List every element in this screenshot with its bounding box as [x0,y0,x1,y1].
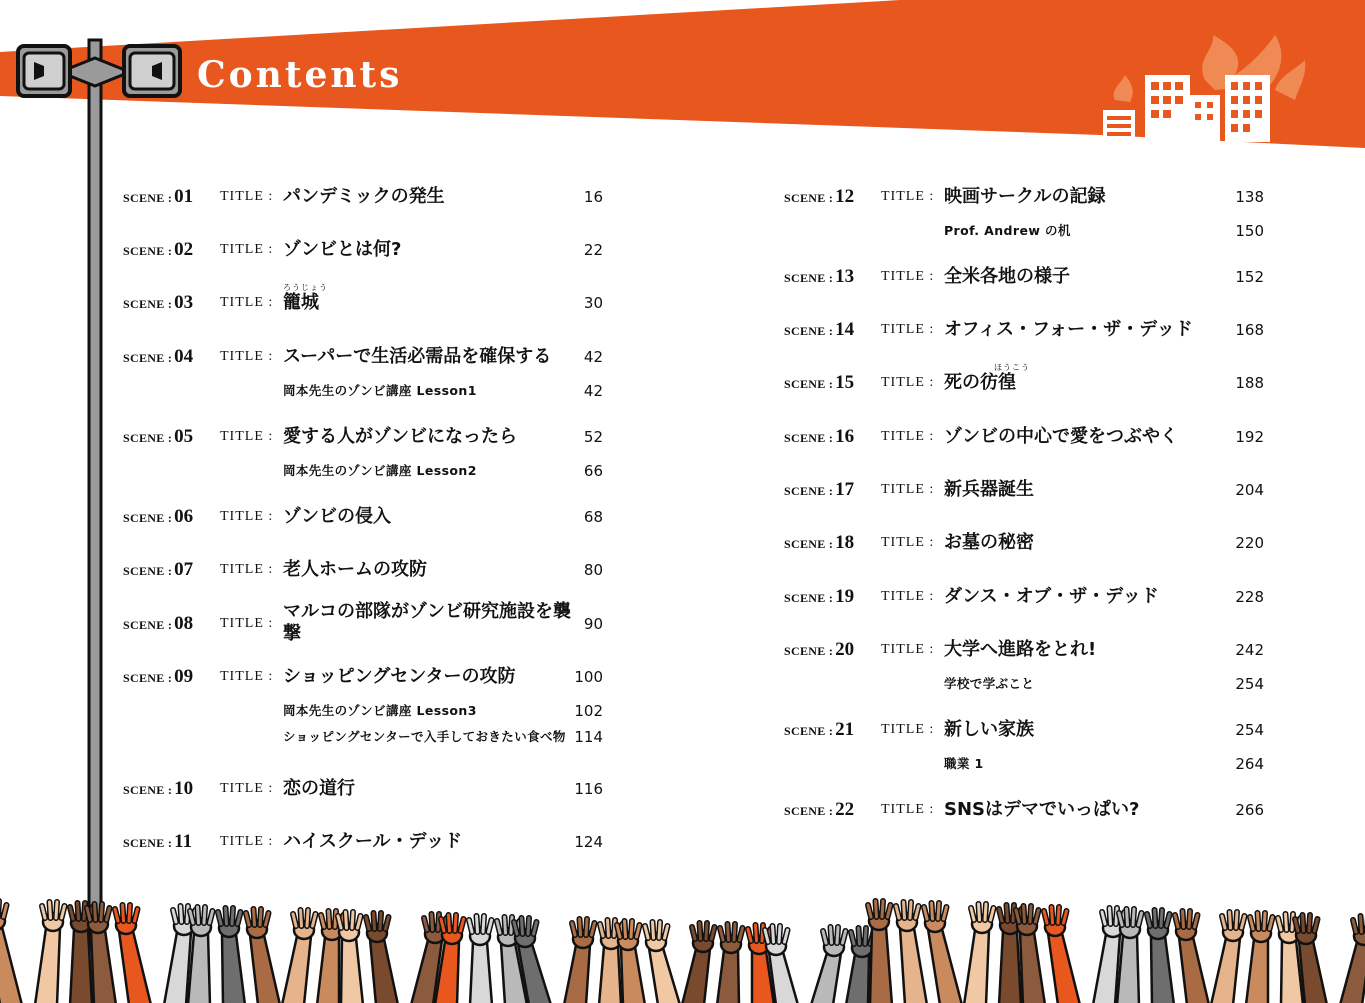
page-number: 116 [574,780,603,798]
page-number: 42 [583,348,603,366]
zombie-finger [477,916,478,932]
zombie-finger [232,908,233,924]
zombie-arm [1246,939,1268,1003]
zombie-arm [222,934,245,1003]
page-number: 124 [574,833,603,851]
zombie-finger [985,904,986,920]
zombie-finger [859,928,860,944]
zombie-finger [483,916,484,932]
page-number: 16 [583,188,603,206]
zombie-finger [301,910,302,926]
skyline-fire-icon [1095,30,1325,142]
scene-num: 07 [174,559,194,580]
page-number: 100 [574,668,603,686]
zombie-arm [119,931,151,1003]
zombie-finger [50,902,51,918]
entry-title: 死の彷徨 [944,372,1016,393]
zombie-finger [1133,909,1134,925]
zombie-finger [1155,910,1156,926]
zombie-finger [380,913,381,929]
scene-prefix: SCENE : [123,511,173,525]
zombie-arm [870,927,892,1003]
scene-num: 17 [835,479,855,500]
scene-num: 02 [174,239,194,260]
zombie-finger [938,903,939,919]
ruby-reading: ほうこう [994,363,1030,372]
zombie-finger [779,926,780,942]
zombie-finger [123,905,124,921]
sub-entry-title: ショッピングセンターで入手しておきたい食べ物 [283,729,566,744]
scene-prefix: SCENE : [123,297,173,311]
zombie-finger [254,909,255,925]
sub-entry-title: Prof. Andrew の机 [944,223,1071,238]
zombie-finger [455,915,456,931]
zombie-finger [226,908,227,924]
page-number: 22 [583,241,603,259]
scene-num: 16 [835,426,855,447]
zombie-arm [621,947,645,1003]
scene-prefix: SCENE : [784,537,834,551]
entry-title: 愛する人がゾンビになったら [283,426,517,447]
zombie-finger [904,902,905,918]
entry-title: 全米各地の様子 [944,266,1070,287]
title-label: TITLE : [220,834,274,849]
zombie-finger [586,919,587,935]
sub-page-number: 254 [1235,675,1264,693]
zombie-finger [329,911,330,927]
zombie-finger [181,906,182,922]
scene-prefix: SCENE : [784,324,834,338]
zombie-finger [837,927,838,943]
scene-prefix: SCENE : [784,644,834,658]
title-label: TITLE : [881,375,935,390]
sub-entry-title: 職業 1 [944,756,984,771]
page-number: 168 [1235,321,1264,339]
zombie-arm [341,938,363,1003]
title-label: TITLE : [220,562,274,577]
zombie-arm [1020,932,1045,1003]
scene-number [123,426,193,449]
zombie-finger [773,926,774,942]
entry-title: ハイスクール・デッド [283,831,463,852]
zombie-arm [470,942,492,1003]
entry-title: 新しい家族 [944,719,1034,740]
scene-number [123,666,193,689]
scene-prefix: SCENE : [123,191,173,205]
scene-number [784,532,854,555]
zombie-finger [756,925,757,941]
zombie-finger [204,907,205,923]
entry-title: 映画サークルの記録 [944,186,1106,207]
zombie-finger [1030,906,1031,922]
zombie-finger [101,904,102,920]
ruby-reading: ろうじょう [283,283,328,292]
scene-num: 11 [174,831,193,852]
entry-title: ショッピングセンターの攻防 [283,666,516,687]
page-number: 228 [1235,588,1264,606]
zombie-finger [1007,905,1008,921]
zombie-finger [1361,916,1362,932]
entry-title: 老人ホームの攻防 [283,559,427,580]
scene-number [784,266,854,289]
zombie-hands-icon [0,895,1365,1003]
zombie-finger [56,902,57,918]
scene-prefix: SCENE : [123,431,173,445]
zombie-arm [717,950,739,1003]
zombie-arm [1211,938,1240,1003]
zombie-finger [1264,913,1265,929]
zombie-finger [706,923,707,939]
zombie-finger [1058,907,1059,923]
zombie-arm [928,929,962,1003]
scene-number [784,426,854,449]
scene-number [784,639,854,662]
zombie-finger [728,924,729,940]
zombie-finger [1309,915,1310,931]
title-label: TITLE : [881,429,935,444]
entry-title: スーパーで生活必需品を確保する [283,346,552,367]
scene-number [784,799,854,822]
scene-prefix: SCENE : [123,671,173,685]
entry-title: パンデミックの発生 [283,186,445,207]
zombie-finger [374,913,375,929]
title-label: TITLE : [881,589,935,604]
scene-number [123,292,193,315]
zombie-finger [608,920,609,936]
zombie-arm [682,949,710,1003]
scene-prefix: SCENE : [784,484,834,498]
scene-num: 19 [835,586,855,607]
page-number: 220 [1235,534,1264,552]
zombie-finger [734,924,735,940]
zombie-finger [1127,909,1128,925]
zombie-finger [1052,907,1053,923]
zombie-finger [700,923,701,939]
zombie-arm [999,931,1021,1003]
scene-prefix: SCENE : [123,351,173,365]
title-label: TITLE : [881,802,935,817]
entry-title: 新兵器誕生 [944,479,1034,500]
scene-number [123,831,192,854]
scene-prefix: SCENE : [784,804,834,818]
title-label: TITLE : [881,269,935,284]
scene-num: 13 [835,266,855,287]
scene-number [123,778,193,801]
zombie-finger [78,903,79,919]
zombie-finger [95,904,96,920]
sub-entry-title: 学校で学ぶこと [944,676,1035,691]
zombie-finger [1258,913,1259,929]
page-number: 52 [583,428,603,446]
zombie-finger [1230,912,1231,928]
entry-title: ゾンビの中心で愛をつぶやく [944,426,1178,447]
zombie-arm [282,936,311,1003]
sub-page-number: 66 [583,462,603,480]
zombie-finger [1161,910,1162,926]
page-title: Contents [197,54,403,96]
zombie-arm [91,930,116,1003]
scene-number [123,559,193,582]
zombie-finger [307,910,308,926]
page-number: 188 [1235,374,1264,392]
zombie-finger [653,922,654,938]
scene-prefix: SCENE : [123,244,173,258]
scene-prefix: SCENE : [123,618,173,632]
scene-num: 03 [174,292,194,313]
title-label: TITLE : [220,349,274,364]
entry-title: オフィス・フォー・ザ・デッド [944,319,1193,340]
page-number: 192 [1235,428,1264,446]
title-label: TITLE : [881,535,935,550]
zombie-arm [370,939,398,1003]
scene-num: 09 [174,666,194,687]
page-number: 30 [583,294,603,312]
scene-num: 14 [835,319,855,340]
scene-number [784,586,854,609]
scene-number [784,319,854,342]
zombie-finger [1189,911,1190,927]
title-label: TITLE : [220,295,274,310]
scene-num: 22 [835,799,855,820]
entry-title: お墓の秘密 [944,532,1034,553]
zombie-arm [317,937,339,1003]
page-number: 204 [1235,481,1264,499]
scene-prefix: SCENE : [784,191,834,205]
page-number: 68 [583,508,603,526]
scene-number [123,186,193,209]
title-label: TITLE : [881,482,935,497]
zombie-arm [0,927,22,1003]
zombie-finger [631,921,632,937]
title-label: TITLE : [881,722,935,737]
zombie-arm [649,948,680,1003]
scene-num: 05 [174,426,194,447]
page-number: 90 [583,615,603,633]
zombie-finger [979,904,980,920]
scene-prefix: SCENE : [784,724,834,738]
zombie-finger [865,928,866,944]
sub-page-number: 150 [1235,222,1264,240]
zombie-finger [1286,914,1287,930]
sub-page-number: 264 [1235,755,1264,773]
scene-number [784,372,854,395]
scene-num: 01 [174,186,194,207]
scene-prefix: SCENE : [784,431,834,445]
zombie-finger [260,909,261,925]
entry-title: 籠城 [283,292,319,313]
title-label: TITLE : [220,669,274,684]
zombie-finger [528,918,529,934]
zombie-finger [129,905,130,921]
zombie-arm [1179,937,1209,1003]
zombie-arm [1299,941,1327,1003]
entry-title: SNSはデマでいっぱい? [944,799,1140,820]
scene-number [123,613,193,636]
scene-num: 04 [174,346,194,367]
entry-title: マルコの部隊がゾンビ研究施設を襲撃 [283,601,571,644]
title-label: TITLE : [220,509,274,524]
scene-number [123,239,193,262]
zombie-arm [1093,934,1120,1003]
entry-title: 恋の道行 [283,778,355,799]
zombie-finger [625,921,626,937]
page-number: 266 [1235,801,1264,819]
sub-page-number: 102 [574,702,603,720]
page-number: 254 [1235,721,1264,739]
sub-entry-title: 岡本先生のゾンビ講座 Lesson2 [283,463,477,478]
scene-prefix: SCENE : [123,564,173,578]
zombie-finger [522,918,523,934]
scene-num: 08 [174,613,194,634]
zombie-arm [35,928,60,1003]
scene-prefix: SCENE : [784,591,834,605]
zombie-arm [1151,936,1174,1003]
zombie-arm [811,953,841,1003]
zombie-finger [352,912,353,928]
title-label: TITLE : [220,781,274,796]
scene-number [123,346,193,369]
zombie-arm [1048,933,1080,1003]
page-number: 80 [583,561,603,579]
zombie-finger [882,901,883,917]
zombie-finger [432,914,433,930]
scene-num: 06 [174,506,194,527]
scene-prefix: SCENE : [123,783,173,797]
scene-number [784,479,854,502]
entry-title: 大学へ進路をとれ! [944,639,1097,660]
zombie-arm [599,946,621,1003]
title-label: TITLE : [220,616,274,631]
zombie-finger [580,919,581,935]
sub-page-number: 114 [574,728,603,746]
zombie-finger [1303,915,1304,931]
zombie-finger [1110,908,1111,924]
zombie-finger [1236,912,1237,928]
zombie-finger [876,901,877,917]
scene-num: 18 [835,532,855,553]
zombie-arm [846,954,869,1003]
zombie-arm [250,935,280,1003]
sub-entry-title: 岡本先生のゾンビ講座 Lesson3 [283,703,477,718]
title-label: TITLE : [881,642,935,657]
zombie-arm [900,928,927,1003]
scene-num: 12 [835,186,855,207]
zombie-finger [1024,906,1025,922]
sub-page-number: 42 [583,382,603,400]
zombie-finger [932,903,933,919]
zombie-finger [346,912,347,928]
scene-number [123,506,193,529]
scene-num: 10 [174,778,194,799]
zombie-arm [564,945,590,1003]
scene-prefix: SCENE : [123,836,173,850]
title-label: TITLE : [220,189,274,204]
zombie-finger [831,927,832,943]
zombie-arm [964,930,989,1003]
entry-title: ゾンビの侵入 [283,506,391,527]
title-label: TITLE : [220,429,274,444]
title-label: TITLE : [220,242,274,257]
entry-title: ゾンビとは何? [283,239,402,260]
scene-num: 20 [835,639,855,660]
zombie-finger [449,915,450,931]
scene-number [784,719,854,742]
scene-num: 15 [835,372,855,393]
entry-title: ダンス・オブ・ザ・デッド [944,586,1159,607]
zombie-finger [198,907,199,923]
zombie-finger [505,917,506,933]
page-number: 242 [1235,641,1264,659]
zombie-finger [1183,911,1184,927]
scene-prefix: SCENE : [784,377,834,391]
scene-num: 21 [835,719,855,740]
zombie-finger [659,922,660,938]
scene-number [784,186,854,209]
page-number: 138 [1235,188,1264,206]
title-label: TITLE : [881,322,935,337]
zombie-arm [1340,942,1365,1003]
sub-entry-title: 岡本先生のゾンビ講座 Lesson1 [283,383,477,398]
page-number: 152 [1235,268,1264,286]
title-label: TITLE : [881,189,935,204]
zombie-arm [70,929,92,1003]
zombie-arm [164,932,191,1003]
scene-prefix: SCENE : [784,271,834,285]
zombie-finger [910,902,911,918]
